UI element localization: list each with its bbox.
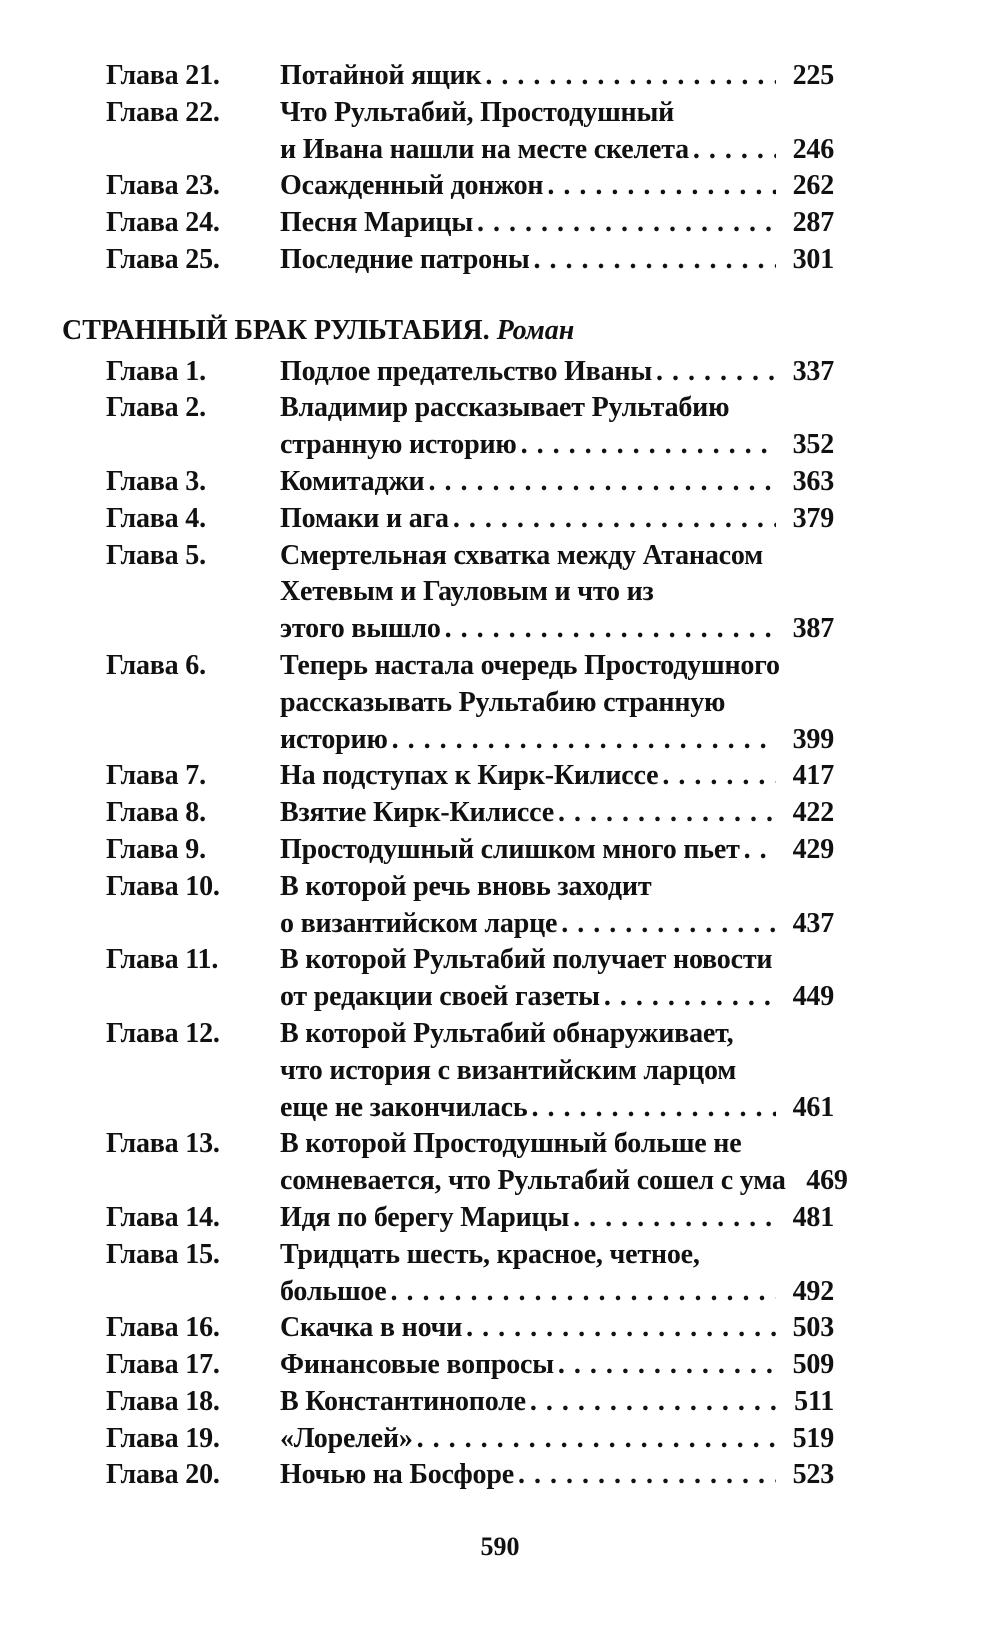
toc-entry xyxy=(0,58,1000,95)
chapter-title xyxy=(280,501,834,538)
chapter-title-line xyxy=(280,58,834,95)
chapter-title-text: Осажденный донжон xyxy=(280,170,544,202)
chapter-title xyxy=(280,205,834,242)
chapter-title-line xyxy=(280,1200,834,1237)
chapter-title xyxy=(280,354,834,391)
dot-leader xyxy=(604,979,776,1016)
chapter-title-text: Смертельная схватка между Атанасом xyxy=(280,539,764,571)
chapter-label: Глава 17. xyxy=(106,1349,220,1381)
chapter-title xyxy=(280,832,834,869)
page-ref: 301 xyxy=(792,243,834,275)
chapter-title-text: В которой Простодушный больше не xyxy=(280,1128,742,1160)
chapter-title-text: от редакции своей газеты xyxy=(280,981,600,1013)
chapter-label: Глава 3. xyxy=(106,465,206,497)
chapter-label: Глава 23. xyxy=(106,170,220,202)
page-ref: 337 xyxy=(792,355,834,387)
chapter-title-line xyxy=(280,1274,834,1311)
dot-leader xyxy=(392,722,776,759)
chapter-title-text: сомневается, что Рультабий сошел с ума xyxy=(280,1165,786,1197)
dot-leader xyxy=(558,1347,776,1384)
chapter-title xyxy=(280,1200,834,1237)
chapter-title-text: На подступах к Кирк-Килиссе xyxy=(280,760,659,792)
chapter-title-text: о византийском ларце xyxy=(280,907,558,939)
page-ref: 422 xyxy=(792,797,834,829)
chapter-title-line xyxy=(280,832,834,869)
page-ref: 399 xyxy=(792,723,834,755)
chapter-label: Глава 8. xyxy=(106,797,206,829)
page-ref: 287 xyxy=(792,207,834,239)
chapter-title-text: Что Рультабий, Простодушный xyxy=(280,96,675,128)
toc-entry xyxy=(0,538,1000,648)
dot-leader xyxy=(466,1310,776,1347)
dot-leader xyxy=(662,758,776,795)
chapter-title-text: Помаки и ага xyxy=(280,502,449,534)
chapter-title-text: «Лорелей» xyxy=(280,1422,413,1454)
chapter-title-text: Владимир рассказывает Рультабию xyxy=(280,392,730,424)
chapter-title-text: Потайной ящик xyxy=(280,60,482,91)
chapter-title xyxy=(280,538,834,648)
dot-leader xyxy=(656,354,776,391)
toc-entry xyxy=(0,869,1000,943)
chapter-title-text: В которой Рультабий получает новости xyxy=(280,944,773,976)
page-ref: 352 xyxy=(792,429,834,461)
section-genre: Роман xyxy=(496,314,575,346)
dot-leader xyxy=(417,1421,776,1458)
page-ref: 225 xyxy=(792,60,834,91)
chapter-title-line xyxy=(280,1384,834,1421)
toc-entry xyxy=(0,942,1000,1016)
chapter-title-line xyxy=(280,648,834,685)
chapter-title-text: Последние патроны xyxy=(280,243,530,275)
toc-entry xyxy=(0,832,1000,869)
chapter-label: Глава 10. xyxy=(106,870,220,902)
table-of-contents xyxy=(0,58,1000,1494)
chapter-title-line xyxy=(280,1457,834,1494)
toc-entry xyxy=(0,1200,1000,1237)
page-ref: 246 xyxy=(792,133,834,165)
chapter-label: Глава 12. xyxy=(106,1017,220,1049)
chapter-title-line xyxy=(280,242,834,279)
page-ref: 363 xyxy=(792,465,834,497)
chapter-title-line xyxy=(280,1237,834,1274)
page-ref: 387 xyxy=(792,613,834,645)
chapter-title xyxy=(280,795,834,832)
dot-leader xyxy=(547,168,776,205)
chapter-label: Глава 24. xyxy=(106,207,220,239)
chapter-label: Глава 18. xyxy=(106,1385,220,1417)
dot-leader xyxy=(477,205,776,242)
chapter-title-text: Взятие Кирк-Килиссе xyxy=(280,797,554,829)
chapter-title-text: Комитаджи xyxy=(280,465,425,497)
chapter-label: Глава 4. xyxy=(106,502,206,534)
page-ref: 262 xyxy=(792,170,834,202)
chapter-label: Глава 14. xyxy=(106,1201,220,1233)
toc-entry xyxy=(0,1237,1000,1311)
chapter-title-line xyxy=(280,906,834,943)
chapter-title-text: большое xyxy=(280,1275,387,1307)
chapter-title-text: еще не закончилась xyxy=(280,1091,528,1123)
chapter-label: Глава 13. xyxy=(106,1128,220,1160)
chapter-title-line xyxy=(280,168,834,205)
toc-entry xyxy=(0,1457,1000,1494)
chapter-title xyxy=(280,1384,834,1421)
toc-entry xyxy=(0,354,1000,391)
toc-entry xyxy=(0,390,1000,464)
chapter-title-line xyxy=(280,132,834,169)
chapter-title-line xyxy=(280,427,834,464)
chapter-title-text: этого вышло xyxy=(280,613,441,645)
chapter-title xyxy=(280,95,834,169)
toc-entry xyxy=(0,1421,1000,1458)
chapter-title-line xyxy=(280,1126,834,1163)
chapter-title-text: историю xyxy=(280,723,388,755)
chapter-title-line xyxy=(280,722,834,759)
chapter-title xyxy=(280,869,834,943)
toc-entry xyxy=(0,168,1000,205)
chapter-title-text: В которой Рультабий обнаруживает, xyxy=(280,1017,734,1049)
chapter-title xyxy=(280,1310,834,1347)
chapter-title xyxy=(280,1126,848,1200)
dot-leader xyxy=(453,501,776,538)
chapter-title-line xyxy=(280,979,834,1016)
chapter-title-text: и Ивана нашли на месте скелета xyxy=(280,133,689,165)
chapter-title xyxy=(280,464,834,501)
chapter-title-line xyxy=(280,464,834,501)
toc-part-2 xyxy=(0,354,1000,1495)
chapter-title-line xyxy=(280,869,834,906)
toc-entry xyxy=(0,242,1000,279)
chapter-title-text: В Константинополе xyxy=(280,1385,526,1417)
dot-leader xyxy=(744,832,776,869)
chapter-title xyxy=(280,390,834,464)
chapter-title-line xyxy=(280,685,834,722)
chapter-title-text: Песня Марицы xyxy=(280,207,473,239)
chapter-title xyxy=(280,1016,834,1126)
dot-leader xyxy=(521,427,776,464)
toc-entry xyxy=(0,1016,1000,1126)
chapter-label: Глава 25. xyxy=(106,243,220,275)
dot-leader xyxy=(561,906,776,943)
page-ref: 511 xyxy=(794,1385,834,1417)
chapter-title-line xyxy=(280,758,834,795)
chapter-title-line xyxy=(280,942,834,979)
chapter-title-line xyxy=(280,795,834,832)
chapter-title-line xyxy=(280,1421,834,1458)
chapter-title xyxy=(280,168,834,205)
page-ref: 449 xyxy=(792,981,834,1013)
dot-leader xyxy=(531,1090,776,1127)
page-ref: 523 xyxy=(792,1459,834,1491)
dot-leader xyxy=(390,1274,776,1311)
chapter-title-line xyxy=(280,574,834,611)
dot-leader xyxy=(428,464,776,501)
toc-entry xyxy=(0,501,1000,538)
dot-leader xyxy=(534,242,776,279)
section-heading xyxy=(62,313,1000,350)
toc-entry xyxy=(0,1347,1000,1384)
dot-leader xyxy=(518,1457,776,1494)
chapter-title-text: Скачка в ночи xyxy=(280,1312,463,1344)
chapter-title-line xyxy=(280,1016,834,1053)
chapter-label: Глава 9. xyxy=(106,833,206,865)
toc-entry xyxy=(0,1310,1000,1347)
chapter-title-line xyxy=(280,95,834,132)
toc-entry xyxy=(0,758,1000,795)
chapter-title-line xyxy=(280,205,834,242)
chapter-title xyxy=(280,1457,834,1494)
chapter-title-line xyxy=(280,538,834,575)
chapter-title-line xyxy=(280,1163,848,1200)
toc-part-1 xyxy=(0,58,1000,279)
dot-leader xyxy=(485,58,776,95)
page-number: 590 xyxy=(480,1532,520,1561)
chapter-title xyxy=(280,58,834,95)
chapter-title xyxy=(280,758,834,795)
chapter-title-line xyxy=(280,1310,834,1347)
chapter-title-text: что история с византийским ларцом xyxy=(280,1054,737,1086)
chapter-title-line xyxy=(280,1053,834,1090)
chapter-title-text: странную историю xyxy=(280,429,517,461)
page-ref: 503 xyxy=(792,1312,834,1344)
chapter-label: Глава 7. xyxy=(106,760,206,792)
page-ref: 429 xyxy=(792,833,834,865)
chapter-title-line xyxy=(280,1347,834,1384)
toc-entry xyxy=(0,1384,1000,1421)
chapter-label: Глава 6. xyxy=(106,649,206,681)
chapter-title-text: Идя по берегу Марицы xyxy=(280,1201,570,1233)
chapter-title xyxy=(280,242,834,279)
chapter-title-line xyxy=(280,390,834,427)
chapter-title-text: Финансовые вопросы xyxy=(280,1349,554,1381)
chapter-title xyxy=(280,1421,834,1458)
toc-entry xyxy=(0,95,1000,169)
chapter-title xyxy=(280,648,834,758)
toc-entry xyxy=(0,648,1000,758)
section-title: СТРАННЫЙ БРАК РУЛЬТАБИЯ. xyxy=(62,314,490,346)
chapter-title-line xyxy=(280,354,834,391)
chapter-label: Глава 15. xyxy=(106,1238,220,1270)
toc-entry xyxy=(0,1126,1000,1200)
page-ref: 461 xyxy=(792,1091,834,1123)
chapter-label: Глава 20. xyxy=(106,1459,220,1491)
chapter-title-text: В которой речь вновь заходит xyxy=(280,870,652,902)
chapter-title-text: Теперь настала очередь Простодушного xyxy=(280,649,780,681)
page-ref: 417 xyxy=(792,760,834,792)
chapter-title xyxy=(280,942,834,1016)
dot-leader xyxy=(573,1200,776,1237)
dot-leader xyxy=(693,132,776,169)
chapter-title-text: Простодушный слишком много пьет xyxy=(280,833,740,865)
chapter-title-text: Хетевым и Гауловым и что из xyxy=(280,576,654,608)
chapter-title-line xyxy=(280,1090,834,1127)
dot-leader xyxy=(445,611,776,648)
page-ref: 379 xyxy=(792,502,834,534)
chapter-title-text: Подлое предательство Иваны xyxy=(280,355,652,387)
chapter-title-line xyxy=(280,501,834,538)
page-ref: 519 xyxy=(792,1422,834,1454)
chapter-label: Глава 19. xyxy=(106,1422,220,1454)
chapter-label: Глава 2. xyxy=(106,392,206,424)
chapter-label: Глава 21. xyxy=(106,60,220,91)
chapter-title xyxy=(280,1347,834,1384)
toc-entry xyxy=(0,464,1000,501)
chapter-label: Глава 5. xyxy=(106,539,206,571)
chapter-label: Глава 11. xyxy=(106,944,219,976)
toc-entry xyxy=(0,795,1000,832)
page-ref: 492 xyxy=(792,1275,834,1307)
chapter-label: Глава 1. xyxy=(106,355,206,387)
chapter-title-text: Тридцать шесть, красное, четное, xyxy=(280,1238,700,1270)
chapter-title-text: Ночью на Босфоре xyxy=(280,1459,514,1491)
dot-leader xyxy=(558,795,776,832)
page-ref: 469 xyxy=(806,1165,848,1197)
chapter-label: Глава 16. xyxy=(106,1312,220,1344)
chapter-title-text: рассказывать Рультабию странную xyxy=(280,686,726,718)
chapter-title xyxy=(280,1237,834,1311)
toc-entry xyxy=(0,205,1000,242)
page-ref: 481 xyxy=(792,1201,834,1233)
chapter-label: Глава 22. xyxy=(106,96,220,128)
chapter-title-line xyxy=(280,611,834,648)
page-ref: 437 xyxy=(792,907,834,939)
page-ref: 509 xyxy=(792,1349,834,1381)
dot-leader xyxy=(530,1384,776,1421)
